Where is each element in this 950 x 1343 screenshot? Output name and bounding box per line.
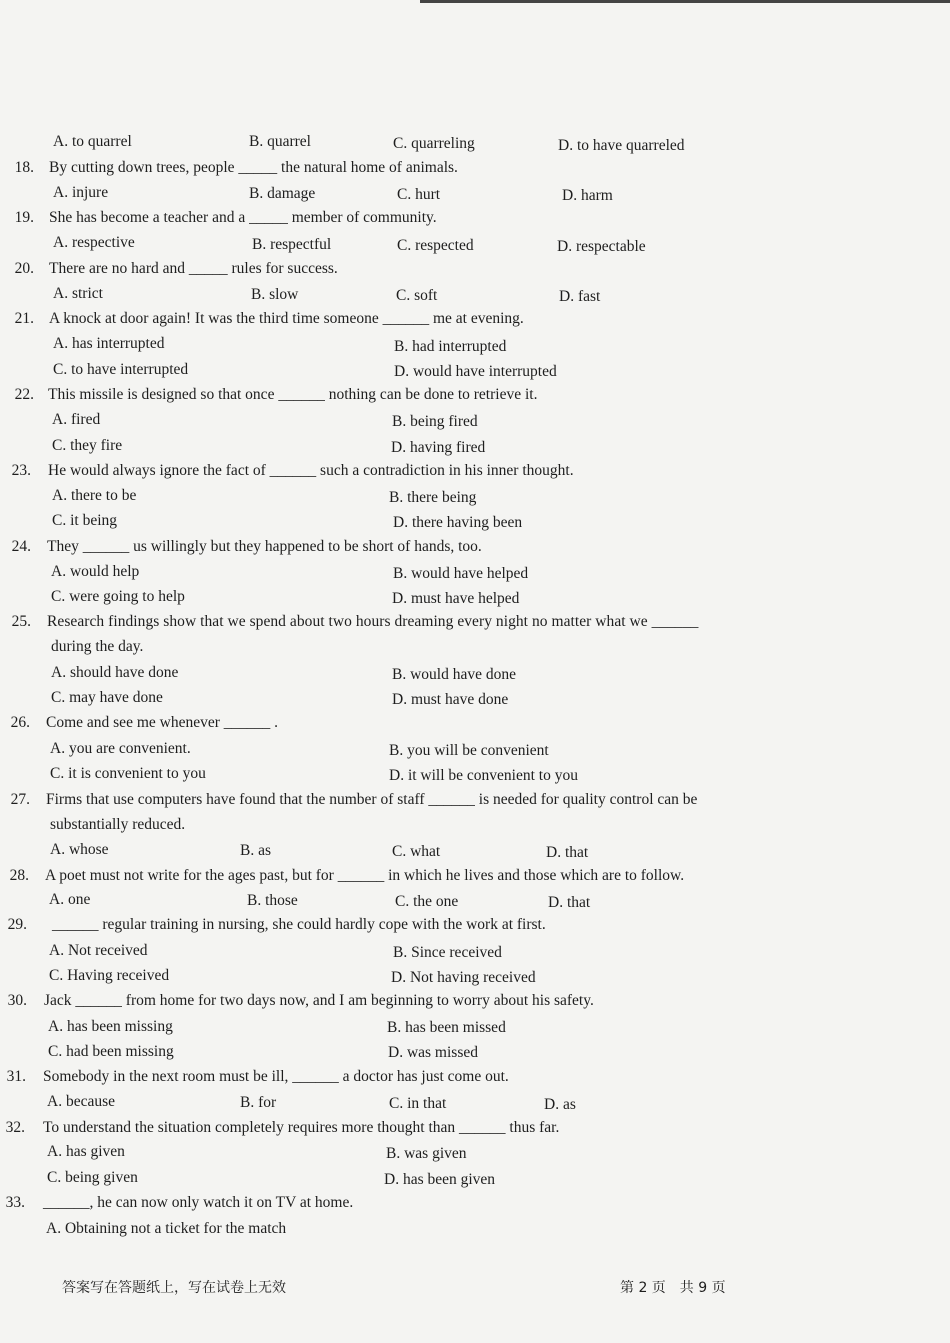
option-b: B. slow [251,286,299,303]
option-c: C. it being [52,512,118,529]
question-text: Come and see me whenever ______ . [46,714,279,731]
option-d: D. harm [562,187,613,204]
question-number: 26. [10,714,30,731]
option-c: C. soft [396,287,438,304]
option-a: A. you are convenient. [50,740,191,757]
option-d: D. must have helped [392,590,520,607]
question-text: She has become a teacher and a _____ member of community. [49,209,437,226]
option-d: D. it will be convenient to you [389,767,578,784]
option-b: B. being fired [392,413,478,430]
q17-option-b: B. quarrel [249,133,311,150]
question-number: 28. [9,867,29,884]
option-c: C. respected [397,237,474,254]
question-text: There are no hard and _____ rules for success. [49,260,338,277]
question-number: 25. [11,613,31,630]
question-text: Research findings show that we spend about two hours dreaming every night no matter what we ______ [47,613,699,630]
option-d: D. has been given [384,1171,496,1188]
option-c: C. the one [395,893,459,910]
option-a: A. whose [50,841,109,858]
question-text: He would always ignore the fact of ______ such a contradiction in his inner thought. [48,462,574,479]
option-d: D. there having been [393,514,523,531]
option-b: B. you will be convenient [389,742,549,759]
question-text: To understand the situation completely requires more thought than ______ thus far. [43,1119,560,1136]
q17-option-d: D. to have quarreled [558,137,685,154]
question-number: 31. [6,1068,26,1085]
question-number: 32. [5,1119,25,1136]
question-text-continued: substantially reduced. [50,816,186,833]
option-b: B. respectful [252,236,332,253]
question-text: Jack ______ from home for two days now, and I am beginning to worry about his safety. [44,992,594,1009]
option-b: B. there being [389,489,477,506]
question-number: 21. [14,310,34,327]
option-b: B. as [240,842,271,859]
option-a: A. would help [51,563,140,580]
option-b: B. was given [386,1145,467,1162]
option-a: A. strict [53,285,103,302]
option-a: A. has interrupted [53,335,165,352]
question-text: Somebody in the next room must be ill, ______ a doctor has just come out. [43,1068,509,1085]
option-d: D. must have done [392,691,509,708]
question-number: 19. [14,209,34,226]
option-b: B. would have helped [393,565,529,582]
page-number: 第 2 页 共 9 页 [620,1280,726,1296]
footer-note: 答案写在答题纸上，写在试卷上无效 [62,1280,286,1296]
option-d: D. was missed [388,1044,478,1061]
option-b: B. had interrupted [394,338,507,355]
option-a: A. injure [53,184,109,201]
question-text: ______ regular training in nursing, she could hardly cope with the work at first. [52,916,546,933]
option-c: C. it is convenient to you [50,765,206,782]
question-text: A knock at door again! It was the third time someone ______ me at evening. [49,310,524,327]
option-b: B. those [247,892,298,909]
option-c: C. what [392,843,441,860]
question-text: This missile is designed so that once ______ nothing can be done to retrieve it. [48,386,538,403]
q17-option-c: C. quarreling [393,135,475,152]
option-c: C. may have done [51,689,163,706]
option-d: D. that [548,894,591,911]
option-a: A. one [49,891,91,908]
question-number: 27. [10,791,30,808]
option-a: A. Not received [49,942,148,959]
option-d: D. fast [559,288,601,305]
question-number: 24. [11,538,31,555]
question-number: 23. [11,462,31,479]
option-c: C. hurt [397,186,441,203]
option-c: C. in that [389,1095,447,1112]
question-text: They ______ us willingly but they happened to be short of hands, too. [47,538,482,555]
option-a: A. because [47,1093,115,1110]
question-number: 18. [14,159,34,176]
option-a: A. has given [47,1143,125,1160]
option-a: A. fired [52,411,101,428]
option-b: B. has been missed [387,1019,506,1036]
option-c: C. had been missing [48,1043,174,1060]
option-b: B. would have done [392,666,516,683]
question-number: 33. [5,1194,25,1211]
question-number: 29. [7,916,27,933]
option-b: B. for [240,1094,277,1111]
question-text: A poet must not write for the ages past, but for ______ in which he lives and those which are to follow. [45,867,685,884]
option-d: D. having fired [391,439,486,456]
question-number: 22. [14,386,34,403]
option-c: C. Having received [49,967,170,984]
q17-option-a: A. to quarrel [53,133,132,150]
option-d: D. would have interrupted [394,363,557,380]
question-number: 20. [14,260,34,277]
question-number: 30. [7,992,27,1009]
option-d: D. that [546,844,589,861]
option-b: B. Since received [393,944,502,961]
option-a: A. Obtaining not a ticket for the match [46,1220,287,1237]
option-a: A. has been missing [48,1018,173,1035]
option-c: C. were going to help [51,588,185,605]
question-text: Firms that use computers have found that the number of staff ______ is needed for quality control can be [46,791,698,808]
question-text: By cutting down trees, people _____ the natural home of animals. [49,159,458,176]
option-c: C. they fire [52,437,123,454]
option-d: D. Not having received [391,969,536,986]
question-text: ______, he can now only watch it on TV at home. [43,1194,354,1211]
question-text-continued: during the day. [51,638,144,655]
option-a: A. there to be [52,487,137,504]
option-c: C. to have interrupted [53,361,189,378]
option-a: A. respective [53,234,135,251]
option-d: D. as [544,1096,576,1113]
option-a: A. should have done [51,664,179,681]
option-c: C. being given [47,1169,138,1186]
option-b: B. damage [249,185,316,202]
option-d: D. respectable [557,238,646,255]
